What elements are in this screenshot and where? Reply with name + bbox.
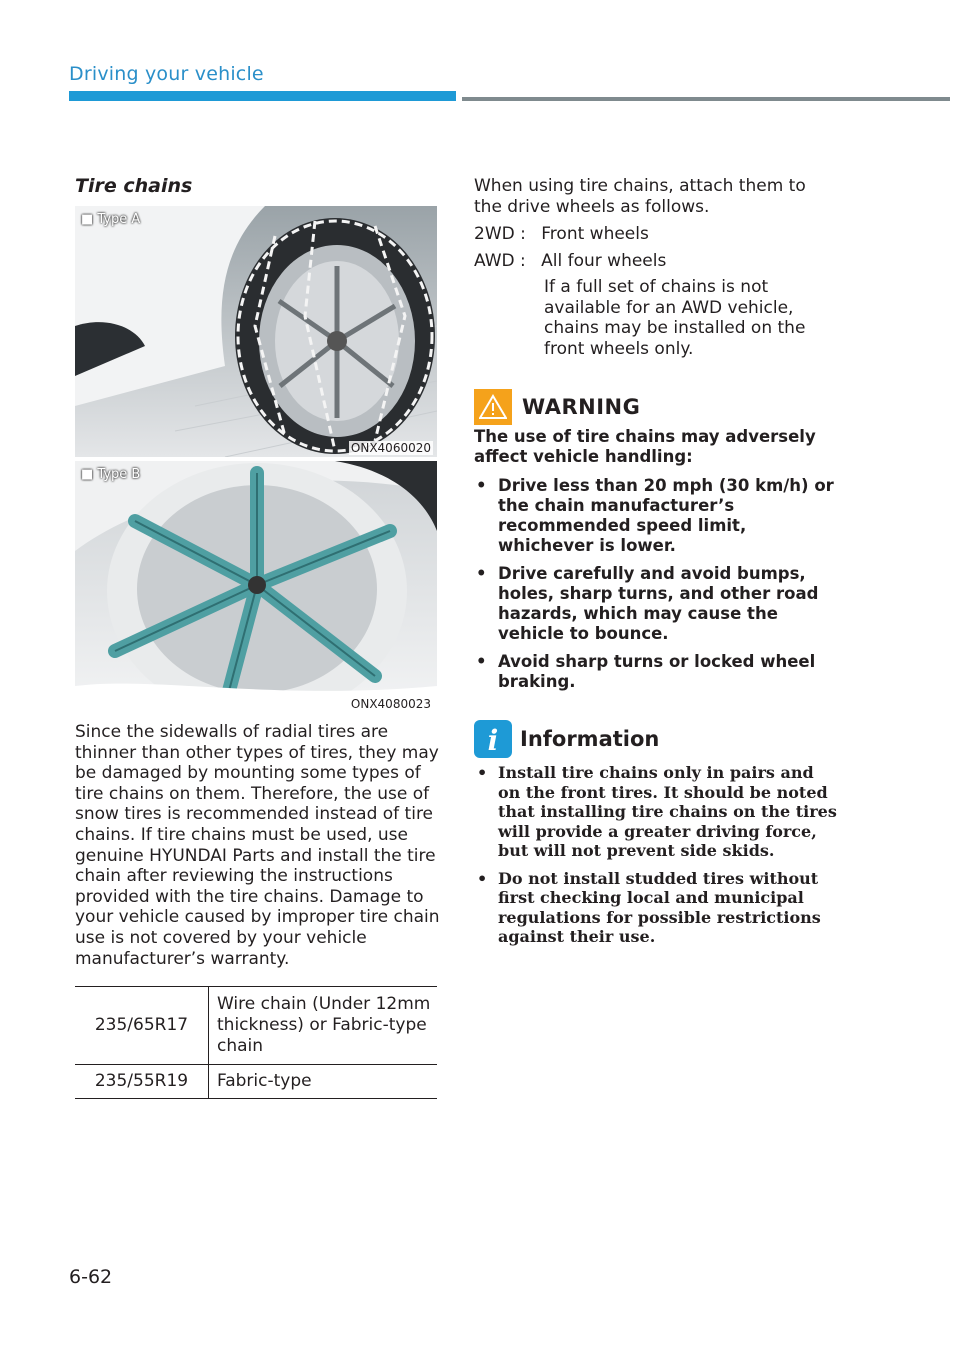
- photo-code-type-a: ONX4060020: [350, 441, 431, 455]
- drive-value: All four wheels: [541, 251, 667, 271]
- list-item: • Drive less than 20 mph (30 km/h) or the chain manufacturer’s recommended speed limit, whichever is lower.: [476, 476, 834, 555]
- table-cell-size: 235/55R19: [75, 1065, 209, 1099]
- photo-type-b: [75, 461, 437, 713]
- photo-code-type-b: ONX4080023: [350, 697, 431, 711]
- drive-label: 2WD :: [474, 224, 526, 244]
- tire-chain-type-a-illustration: [75, 206, 437, 457]
- information-list: [474, 763, 839, 955]
- info-icon: [474, 720, 512, 758]
- information-title: Information: [520, 727, 660, 751]
- information-heading: [474, 720, 659, 758]
- body-paragraph: Since the sidewalls of radial tires are thinner than other types of tires, they may be damaged by mounting some types of tire chains on them. Therefore, the use of snow tires is recommended instead of tire chains. If tire chains must be used, use genuine HYUNDAI Parts and install the tire chain after reviewing the instructions provided with the tire chains. Damage to your vehicle caused by improper tire chain use is not covered by your vehicle manufacturer’s warranty.: [75, 722, 440, 969]
- drive-row-awd: [474, 251, 666, 272]
- table-cell-type: Fabric-type: [209, 1065, 438, 1099]
- svg-text:i: i: [487, 724, 499, 757]
- photo-label-type-a: ■ Type A: [81, 212, 141, 227]
- photo-type-a: [75, 206, 437, 457]
- table-row: [75, 1065, 437, 1099]
- drive-wheels-intro: When using tire chains, attach them to the drive wheels as follows.: [474, 176, 806, 217]
- photo-label-type-b: ■ Type B: [81, 467, 141, 482]
- warning-title: WARNING: [522, 395, 641, 419]
- drive-value: Front wheels: [541, 224, 649, 244]
- table-row: [75, 987, 437, 1065]
- list-item: • Install tire chains only in pairs and on the front tires. It should be noted that installing tire chains on the tires will provide a greater driving force, but will not prevent side skids.: [477, 763, 837, 860]
- table-cell-size: 235/65R17: [75, 987, 209, 1065]
- section-title: Tire chains: [75, 175, 193, 197]
- header-rule: [462, 97, 950, 101]
- running-header: Driving your vehicle: [69, 63, 264, 85]
- drive-label: AWD :: [474, 251, 526, 271]
- list-item: • Drive carefully and avoid bumps, holes, sharp turns, and other road hazards, which may cause the vehicle to bounce.: [476, 564, 819, 643]
- table-cell-type: Wire chain (Under 12mm thickness) or Fabric-type chain: [209, 987, 438, 1065]
- header-accent-bar: [69, 91, 456, 101]
- warning-list: [474, 476, 834, 700]
- warning-icon: [474, 389, 512, 425]
- page-number: 6-62: [69, 1266, 113, 1288]
- drive-row-2wd: [474, 224, 649, 245]
- list-item: • Avoid sharp turns or locked wheel braking.: [476, 652, 816, 691]
- tire-chain-table: [75, 986, 437, 1099]
- awd-note: If a full set of chains is not available for an AWD vehicle, chains may be installed on the front wheels only.: [544, 277, 806, 359]
- warning-heading: [474, 389, 640, 425]
- tire-chain-type-b-illustration: [75, 461, 437, 713]
- warning-lead: The use of tire chains may adversely affect vehicle handling:: [474, 427, 816, 466]
- list-item: • Do not install studded tires without first checking local and municipal regulations for possible restrictions against their use.: [477, 868, 821, 946]
